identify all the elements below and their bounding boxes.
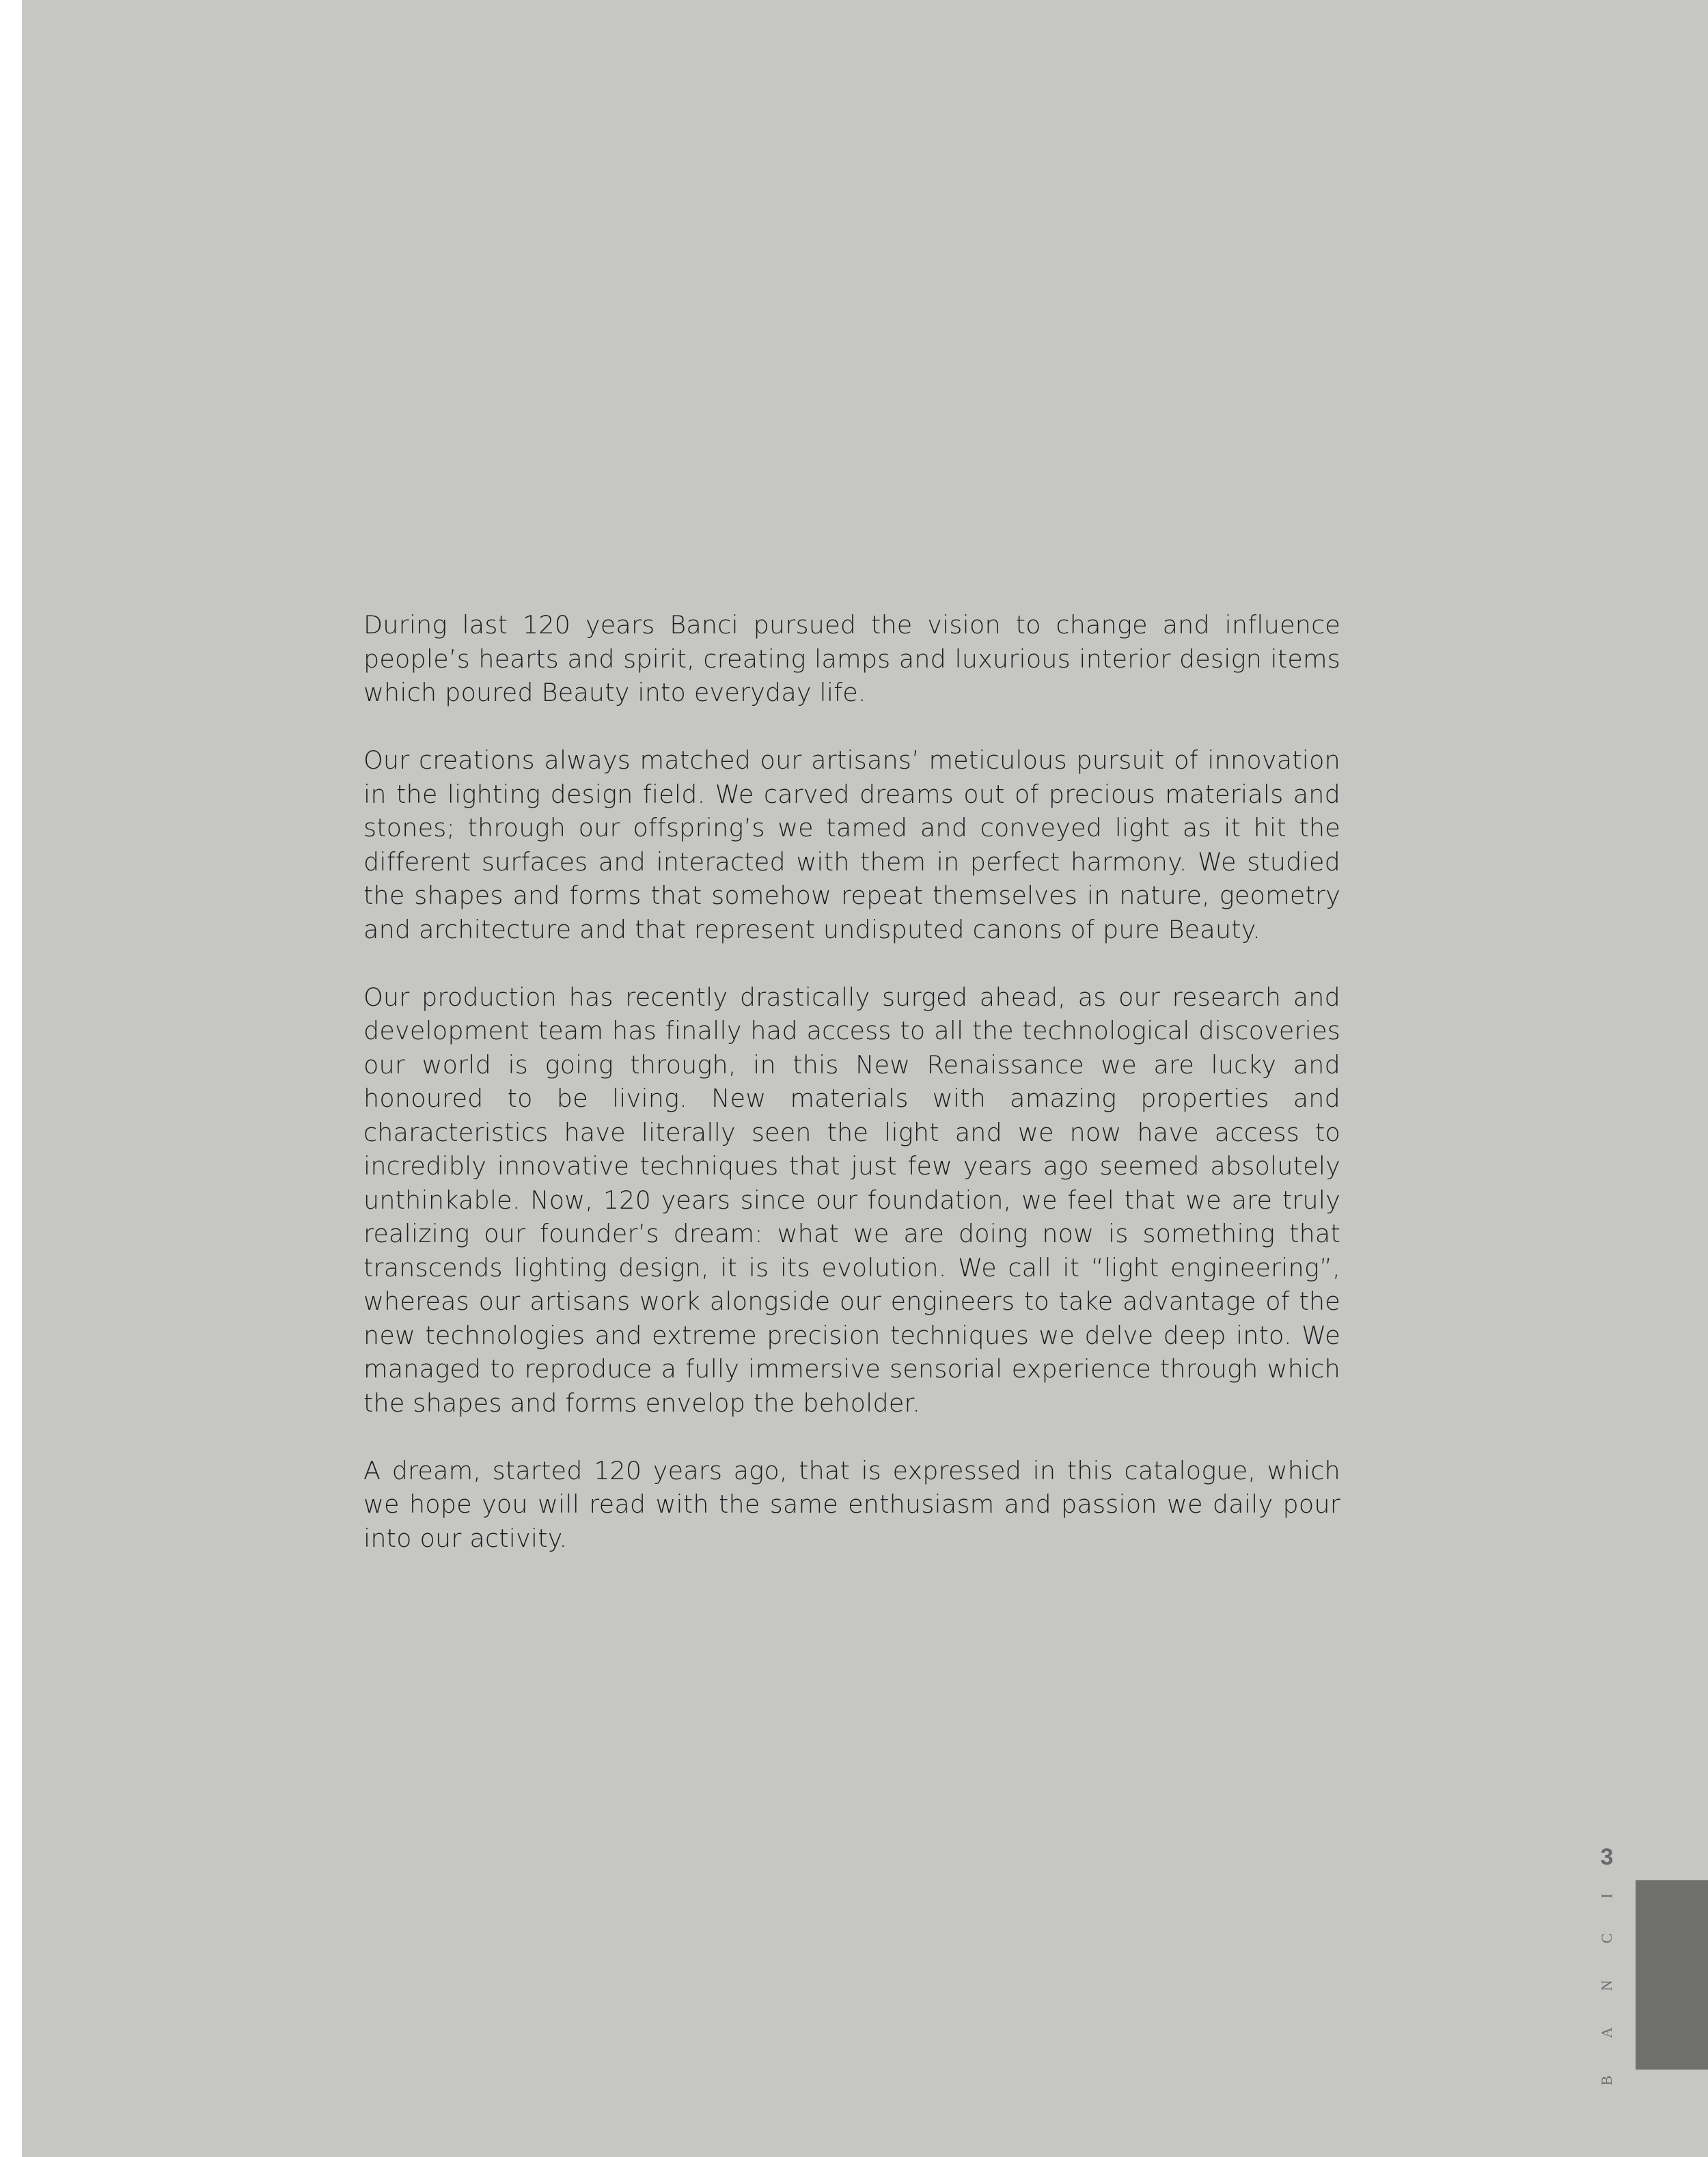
section-tab [1636, 1880, 1708, 2070]
paragraph-creations: Our creations always matched our artisans’ meticulous pursuit of innovation in the lighting design field. We carved dreams out of precious materials and stones; through our offspring’s we tamed and conveyed light as it hit the different surfaces and interacted with them in perfect harmony. We studied the shapes and forms that somehow repeat themselves in nature, geometry and architecture and that represent undisputed canons of pure Beauty. [363, 745, 1340, 944]
brand-wordmark [1593, 1888, 1621, 2091]
catalogue-page [22, 0, 1708, 2157]
page-number: 3 [1600, 1844, 1614, 1870]
brand-letter: A [1598, 2027, 1615, 2038]
brand-letter: N [1598, 1980, 1615, 1991]
brand-letter: I [1598, 1893, 1615, 1899]
paragraph-dream: A dream, started 120 years ago, that is expressed in this catalogue, which we hope you will read with the same enthusiasm and passion we daily pour into our activity. [363, 1455, 1340, 1553]
paragraph-history: During last 120 years Banci pursued the vision to change and influence people’s hearts and spirit, creating lamps and luxurious interior design items which poured Beauty into everyday life. [363, 610, 1340, 707]
paragraph-production: Our production has recently drastically surged ahead, as our research and development team has finally had access to all the technological discoveries our world is going through, in this New Renaissance we are lucky and honoured to be living. New materials with amazing properties and characteristics have literally seen the light and we now have access to incredibly innovative techniques that just few years ago seemed absolutely unthinkable. Now, 120 years since our foundation, we feel that we are truly realizing our founder’s dream: what we are doing now is something that transcends lighting design, it is its evolution. We call it “light engineering”, whereas our artisans work alongside our engineers to take advantage of the new technologies and extreme precision techniques we delve deep into. We managed to reproduce a fully immersive sensorial experience through which the shapes and forms envelop the beholder. [363, 982, 1340, 1418]
brand-letter: C [1598, 1933, 1615, 1944]
brand-letter: B [1598, 2075, 1615, 2086]
intro-text [363, 608, 1340, 1555]
